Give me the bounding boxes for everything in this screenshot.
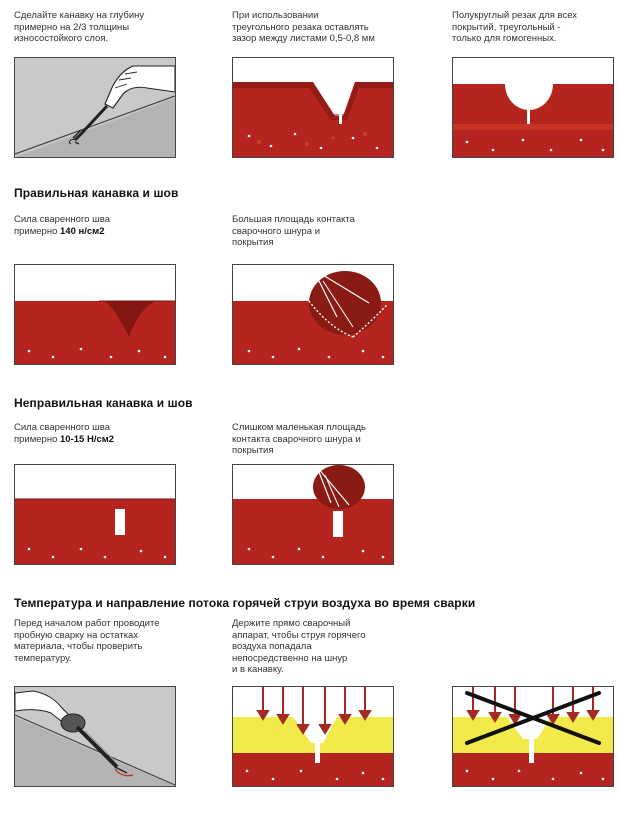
- section-title-wrong: Неправильная канавка и шов: [14, 396, 193, 410]
- illustration-wrong-seam: [14, 464, 176, 565]
- illustration-correct-airflow: [232, 686, 394, 787]
- caption-correct-strength: [14, 214, 110, 237]
- illustration-wrong-contact: [232, 464, 394, 565]
- caption-wrong-strength-value: 10-15 Н/см2: [60, 433, 115, 445]
- caption-hold-straight: Держите прямо сварочный аппарат, чтобы струя горячего воздуха попадала непосредственно на шнур и в канавку.: [232, 618, 366, 675]
- caption-correct-strength-value: 140 н/см2: [60, 225, 105, 237]
- illustration-wrong-airflow: [452, 686, 614, 787]
- illustration-hot-air-welder: [14, 686, 176, 787]
- illustration-semicircle-groove: [452, 57, 614, 158]
- section-title-temperature: Температура и направление потока горячей струи воздуха во время сварки: [14, 596, 476, 610]
- caption-correct-contact: Большая площадь контакта сварочного шнура и покрытия: [232, 214, 355, 248]
- caption-triangle-gap: При использовании треугольного резака оставлять зазор между листами 0,5-0,8 мм: [232, 10, 375, 44]
- section-title-correct: Правильная канавка и шов: [14, 186, 179, 200]
- caption-test-weld: Перед началом работ проводите пробную сварку на остатках материала, чтобы проверить температуру.: [14, 618, 160, 664]
- caption-wrong-strength-line1: Сила сваренного шва: [14, 422, 110, 433]
- caption-wrong-strength: [14, 422, 114, 445]
- caption-wrong-strength-prefix: примерно: [14, 433, 58, 445]
- illustration-hand-grooving: [14, 57, 176, 158]
- caption-wrong-contact: Слишком маленькая площадь контакта сварочного шнура и покрытия: [232, 422, 366, 456]
- illustration-triangle-groove: [232, 57, 394, 158]
- illustration-correct-seam: [14, 264, 176, 365]
- caption-groove-depth: Сделайте канавку на глубину примерно на 2/3 толщины износостойкого слоя.: [14, 10, 145, 44]
- caption-correct-strength-line1: Сила сваренного шва: [14, 214, 110, 225]
- caption-semicircle-cutter: Полукруглый резак для всех покрытий, треугольный - только для гомогенных.: [452, 10, 578, 44]
- caption-correct-strength-prefix: примерно: [14, 225, 58, 237]
- illustration-correct-contact: [232, 264, 394, 365]
